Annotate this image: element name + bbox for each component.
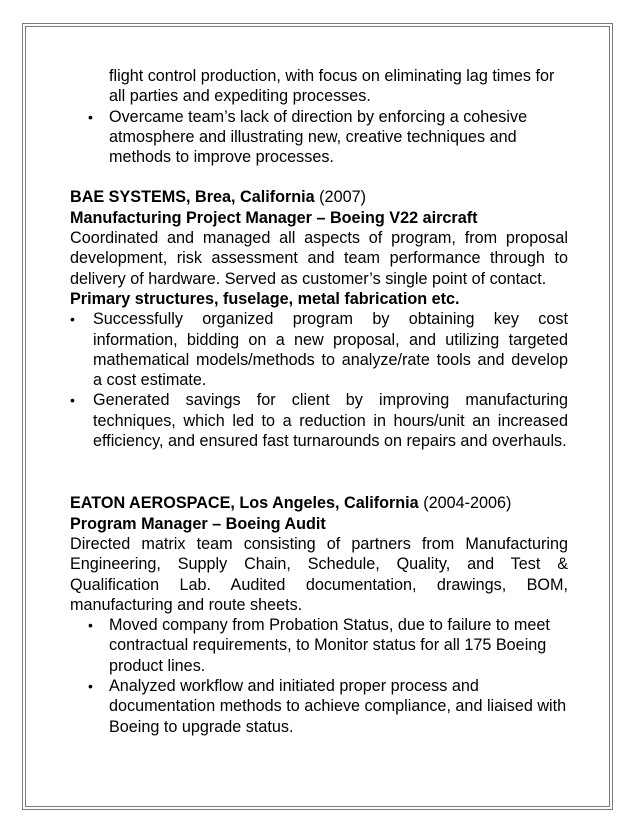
eaton-heading [70, 493, 568, 513]
bae-years: (2007) [319, 188, 366, 207]
bullet-text: Moved company from Probation Status, due to failure to meet contractual requirements, to Monitor status for all 175 Boeing product lines. [109, 616, 550, 675]
bullet-text: Analyzed workflow and initiated proper process and documentation methods to achieve compliance, and liaised with Boeing to upgrade status. [109, 677, 567, 736]
bullet-icon: • [88, 617, 93, 634]
list-item [70, 676, 568, 737]
intro-bullet-list [70, 107, 568, 168]
bullet-text: Generated savings for client by improving manufacturing techniques, which led to a reduction in hours/unit an increased efficiency, and ensured fast turnarounds on repairs and overhauls. [93, 391, 568, 451]
intro-continuation: flight control production, with focus on eliminating lag times for all parties and expediting processes. [109, 67, 555, 106]
list-item [70, 615, 568, 676]
bullet-icon: • [88, 678, 93, 695]
eaton-bullet-list [70, 615, 568, 737]
bullet-text: Successfully organized program by obtaining key cost information, bidding on a new proposal, and utilizing targeted mathematical models/methods to analyze/rate tools and develop a cost estimate. [93, 310, 568, 390]
bae-summary: Coordinated and managed all aspects of program, from proposal development, risk assessment and team performance through to delivery of hardware. Served as customer’s single point of contact. [70, 229, 568, 288]
bullet-icon: • [88, 108, 93, 125]
eaton-summary: Directed matrix team consisting of partners from Manufacturing Engineering, Supply Chain, Schedule, Quality, and Test & Qualification Lab. Audited documentation, drawings, BOM, manufacturing and route sheets. [70, 534, 568, 614]
bullet-text: Overcame team’s lack of direction by enforcing a cohesive atmosphere and illustrating new, creative techniques and methods to improve processes. [109, 107, 528, 167]
bae-heading [70, 187, 568, 207]
bae-company: BAE SYSTEMS, Brea, California [70, 188, 315, 207]
bae-role: Manufacturing Project Manager – Boeing V22 aircraft [70, 208, 478, 227]
eaton-years: (2004-2006) [423, 494, 512, 513]
list-item [70, 390, 568, 451]
list-item [70, 107, 568, 168]
bullet-icon: • [70, 392, 75, 409]
list-item [70, 309, 568, 390]
bae-bullet-list [70, 309, 568, 451]
bullet-icon: • [70, 311, 75, 328]
eaton-role: Program Manager – Boeing Audit [70, 514, 326, 533]
eaton-company: EATON AEROSPACE, Los Angeles, California [70, 494, 419, 513]
bae-subheading: Primary structures, fuselage, metal fabrication etc. [70, 289, 460, 308]
resume-page [70, 66, 568, 737]
